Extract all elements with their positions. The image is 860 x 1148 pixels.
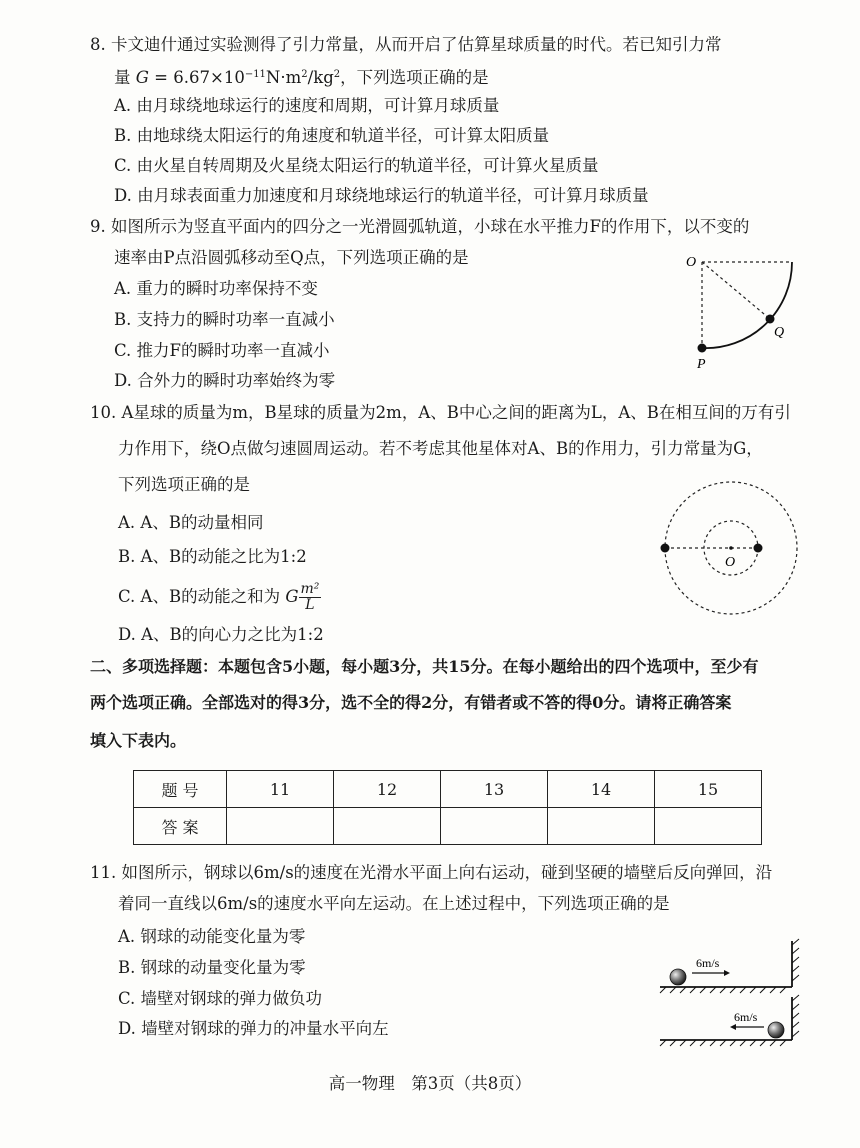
q11-top-scene	[660, 939, 799, 993]
q9-ball-p	[698, 344, 707, 353]
answer-table-header-label: 题 号	[134, 771, 227, 808]
section2-heading-line3: 填入下表内。	[90, 731, 187, 750]
q11-stem-line1: 11. 如图所示，钢球以6m/s的速度在光滑水平面上向右运动，碰到坚硬的墙壁后反向弹回，沿	[90, 863, 773, 882]
q10-stem-line1: 10. A星球的质量为m，B星球的质量为2m，A、B中心之间的距离为L，A、B在相互间的万有引	[90, 403, 791, 422]
q11-speed-top: 6m/s	[696, 956, 720, 970]
q11-bottom-ball	[768, 1022, 784, 1038]
q9-arc-track-figure	[680, 250, 810, 380]
q11-top-ball	[670, 969, 686, 985]
q10-center-o	[729, 546, 733, 550]
q8-option-b: B. 由地球绕太阳运行的角速度和轨道半径，可计算太阳质量	[114, 126, 550, 145]
q8-option-c: C. 由火星自转周期及火星绕太阳运行的轨道半径，可计算火星质量	[114, 156, 599, 175]
q11-ball-wall-figure	[652, 935, 812, 1050]
section2-heading-line1: 二、多项选择题：本题包含5小题，每小题3分，共15分。在每小题给出的四个选项中，至少有	[90, 657, 759, 676]
answer-table-header-row	[134, 771, 762, 808]
answer-cell-15[interactable]	[655, 808, 762, 845]
q9-label-o: O	[686, 255, 697, 270]
q9-label-p: P	[697, 357, 706, 372]
q8-option-a: A. 由月球绕地球运行的速度和周期，可计算月球质量	[114, 96, 500, 115]
q11-stem-line2: 着同一直线以6m/s的速度水平向左运动。在上述过程中，下列选项正确的是	[118, 894, 670, 913]
q8-stem-line2: 量 $G = 6.67\times 10^{-11}N\cdot m^2/kg^2$，下列选项正确的是	[114, 68, 489, 87]
q8-stem-line1: 8. 卡文迪什通过实验测得了引力常量，从而开启了估算星球质量的时代。若已知引力常	[90, 35, 722, 54]
q10-option-a: A. A、B的动量相同	[118, 513, 264, 532]
answer-cell-13[interactable]	[441, 808, 548, 845]
q11-option-d: D. 墙壁对钢球的弹力的冲量水平向左	[118, 1019, 389, 1038]
answer-cell-14[interactable]	[548, 808, 655, 845]
answer-cell-12[interactable]	[334, 808, 441, 845]
section2-heading-line2: 两个选项正确。全部选对的得3分，选不全的得2分，有错者或不答的得0分。请将正确答案	[90, 693, 732, 712]
q11-bottom-scene	[660, 995, 799, 1046]
answer-cell-11[interactable]	[227, 808, 334, 845]
q10-star-b	[754, 544, 763, 553]
q10-option-d: D. A、B的向心力之比为1:2	[118, 625, 324, 644]
q9-ball-q	[766, 315, 775, 324]
answer-table-number-13: 13	[441, 771, 548, 808]
q9-stem-line2: 速率由P点沿圆弧移动至Q点，下列选项正确的是	[114, 248, 469, 267]
q9-option-a: A. 重力的瞬时功率保持不变	[114, 279, 318, 298]
page-footer: 高一物理 第3页（共8页）	[328, 1074, 532, 1093]
q10-orbit-figure	[658, 478, 808, 628]
q11-option-c: C. 墙壁对钢球的弹力做负功	[118, 989, 323, 1008]
q9-label-q: Q	[774, 325, 785, 340]
answer-table-number-14: 14	[548, 771, 655, 808]
answer-table-answer-label: 答 案	[134, 808, 227, 845]
q11-option-b: B. 钢球的动量变化量为零	[118, 958, 306, 977]
q10-option-b: B. A、B的动能之比为1:2	[118, 547, 307, 566]
q10-star-a	[661, 544, 670, 553]
answer-table-number-15: 15	[655, 771, 762, 808]
q11-speed-bottom: 6m/s	[734, 1010, 758, 1024]
answer-table-number-12: 12	[334, 771, 441, 808]
q9-radius-to-q	[702, 262, 770, 319]
q9-option-d: D. 合外力的瞬时功率始终为零	[114, 371, 336, 390]
q10-stem-line2: 力作用下，绕O点做匀速圆周运动。若不考虑其他星体对A、B的作用力，引力常量为G，	[118, 439, 763, 458]
answer-table-number-11: 11	[227, 771, 334, 808]
q8-option-d: D. 由月球表面重力加速度和月球绕地球运行的轨道半径，可计算月球质量	[114, 186, 649, 205]
answer-table-answer-row	[134, 808, 762, 845]
q10-option-c: C. A、B的动能之和为 G $\frac{\text{m²}}{L}$	[118, 581, 320, 613]
q9-option-b: B. 支持力的瞬时功率一直减小	[114, 310, 335, 329]
q9-option-c: C. 推力F的瞬时功率一直减小	[114, 341, 330, 360]
q10-label-o: O	[725, 555, 736, 570]
q10-stem-line3: 下列选项正确的是	[118, 475, 250, 494]
q11-option-a: A. 钢球的动能变化量为零	[118, 927, 306, 946]
q9-stem-line1: 9. 如图所示为竖直平面内的四分之一光滑圆弧轨道，小球在水平推力F的作用下，以不变的	[90, 217, 750, 236]
answer-table	[133, 770, 762, 845]
